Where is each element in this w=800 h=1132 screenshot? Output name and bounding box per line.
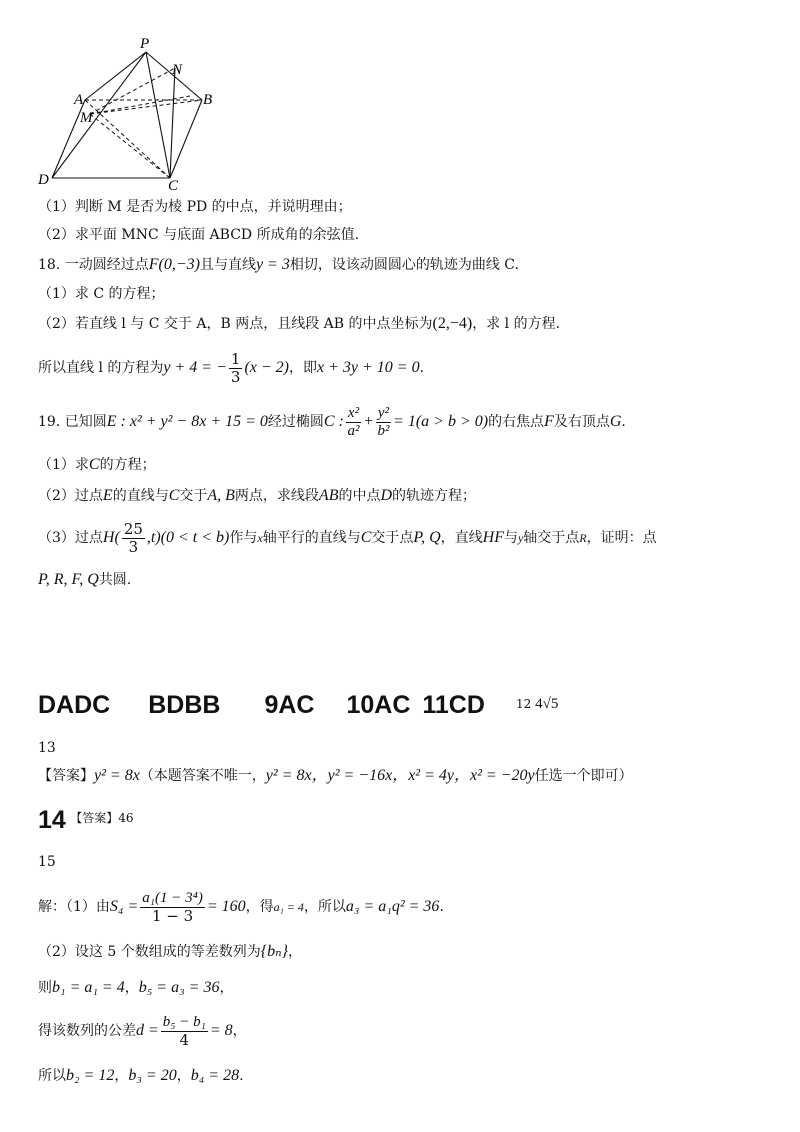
curve-c: C xyxy=(88,456,100,473)
solution-eq: = 8 xyxy=(209,1022,233,1039)
fraction-s4 xyxy=(140,890,205,925)
focus-f: F xyxy=(544,413,554,430)
frac-num: a₁(1 − 3⁴) xyxy=(142,889,203,906)
frac-num: y² xyxy=(377,404,390,421)
answer-number: 14 xyxy=(38,806,66,834)
q19-stem-text: . xyxy=(621,414,626,430)
line-hf: HF xyxy=(482,529,504,546)
answer-note: 任选一个即可） xyxy=(534,768,633,784)
solution-eq: b₃ = 20 xyxy=(128,1067,177,1084)
choice-group: BDBB xyxy=(148,691,221,719)
vertex-g: G xyxy=(609,413,622,430)
q18-part1: （1）求 C 的方程； xyxy=(38,286,165,302)
label-c: C xyxy=(168,178,179,194)
solution-line-4 xyxy=(38,1012,247,1050)
tangent-line: y = 3 xyxy=(255,256,290,273)
q19-part2 xyxy=(38,486,476,506)
solution-text: ， xyxy=(219,980,234,996)
curve-c: C xyxy=(360,529,372,546)
q18-part2-text: （2）若直线 l 与 C 交于 A，B 两点，且线段 AB 的中点坐标为 xyxy=(38,316,433,332)
frac-den: a² xyxy=(347,422,360,439)
point-f: F(0,−3) xyxy=(148,256,200,273)
answer-15-label: 15 xyxy=(38,854,56,870)
q19-text: 轴交于点 xyxy=(523,530,580,546)
label-a: A xyxy=(74,92,84,108)
q18-stem xyxy=(38,255,519,275)
q17-part2: （2）求平面 MNC 与底面 ABCD 所成角的余弦值. xyxy=(38,227,360,243)
q19-text: 交于 xyxy=(179,488,208,504)
choice-answers xyxy=(38,688,485,722)
solution-line-5 xyxy=(38,1066,244,1086)
answer-value: 4√5 xyxy=(535,696,559,712)
q19-text: （2）过点 xyxy=(38,488,103,504)
answer-13-label: 13 xyxy=(38,740,56,756)
segment-ab: AB xyxy=(318,487,339,504)
label-d: D xyxy=(38,172,49,188)
solution-text: . xyxy=(439,899,444,915)
solution-eq: b₂ = 12 xyxy=(66,1067,115,1084)
solution-text: 则 xyxy=(38,980,52,996)
q19-part3-cont xyxy=(38,570,131,590)
ellipse-eq: = 1(a > b > 0) xyxy=(393,413,489,430)
answer-text: 所以直线 l 的方程为 xyxy=(38,360,164,376)
solution-text: ， xyxy=(288,944,302,960)
solution-line-1 xyxy=(38,888,444,926)
solution-eq: b₄ = 28 xyxy=(190,1067,240,1084)
answer-eq: y + 4 = − xyxy=(163,359,227,376)
frac-den: 3 xyxy=(230,367,241,386)
frac-den: b² xyxy=(377,422,390,439)
q18-part2-text: ，求 l 的方程. xyxy=(472,316,561,332)
frac-den: 4 xyxy=(179,1030,190,1049)
ellipse-eq: C : xyxy=(323,413,344,430)
q19-text: ，直线 xyxy=(440,530,483,546)
point-d: D xyxy=(380,487,393,504)
solution-text: 所以 xyxy=(38,1068,66,1084)
solution-text: . xyxy=(239,1068,244,1084)
answer-number: 12 xyxy=(516,697,532,711)
solution-text: ，得 xyxy=(245,899,274,915)
q19-text: 两点，求线段 xyxy=(234,488,319,504)
points-ab: A, B xyxy=(207,487,235,504)
q19-text: 的轨迹方程； xyxy=(392,488,477,504)
solution-eq: = 160 xyxy=(206,898,246,915)
q19-text: （3）过点 xyxy=(38,530,103,546)
q19-stem-text: 经过椭圆 xyxy=(267,414,324,430)
frac-num: x² xyxy=(347,404,360,421)
q19-text: （1）求 xyxy=(38,457,89,473)
q19-text: 的方程； xyxy=(99,457,156,473)
q19-stem-text: 19. 已知圆 xyxy=(38,414,107,430)
choice-group: 10AC xyxy=(346,691,411,719)
solution-text: ， xyxy=(232,1023,247,1039)
frac-den: 3 xyxy=(128,537,139,556)
fraction-d xyxy=(161,1014,208,1049)
solution-eq: a₁ = 4 xyxy=(273,900,304,914)
answer-eq2: x + 3y + 10 = 0 xyxy=(317,359,420,376)
solution-eq: b₁ = a₁ = 4 xyxy=(52,979,125,996)
solution-text: 得该数列的公差 xyxy=(38,1023,136,1039)
fraction-25-3 xyxy=(122,521,145,556)
q19-text: ，证明：点 xyxy=(586,530,657,546)
answer-text: ，即 xyxy=(289,360,317,376)
answer-tag: 【答案】 xyxy=(70,811,119,825)
solution-text: ， xyxy=(114,1068,129,1084)
q19-part1 xyxy=(38,455,156,475)
solution-eq: a₃ = a₁q² = 36 xyxy=(345,898,440,915)
frac-num: b₅ − b₁ xyxy=(162,1013,206,1030)
ellipse-frac-x xyxy=(346,405,361,440)
solution-text: 解：（1）由 xyxy=(38,899,110,915)
frac-den: 1 − 3 xyxy=(151,906,194,925)
answer-note: （本题答案不唯一， xyxy=(139,768,266,784)
q19-stem xyxy=(38,404,626,440)
answer-14 xyxy=(38,803,134,839)
frac-num: 25 xyxy=(123,519,143,538)
q19-text: 与 xyxy=(503,530,518,546)
axis-y: y xyxy=(517,531,524,545)
point-r: R xyxy=(579,531,587,545)
answer-eq: (x − 2) xyxy=(244,359,289,376)
q18-part2 xyxy=(38,314,560,334)
q19-text: 的中点 xyxy=(338,488,381,504)
answer-12 xyxy=(516,694,558,714)
solution-eq: {bₙ} xyxy=(260,943,288,960)
points-prfq: P, R, F, Q xyxy=(38,571,99,588)
point-e: E xyxy=(102,487,113,504)
midpoint: (2,−4) xyxy=(432,315,473,332)
point-h: ,t)(0 < t < b) xyxy=(146,529,230,546)
ellipse-frac-y xyxy=(376,405,391,440)
choice-group: DADC xyxy=(38,691,111,719)
solution-eq: S₄ = xyxy=(109,898,139,915)
fraction-one-third xyxy=(229,351,243,386)
label-n: N xyxy=(172,62,183,78)
q19-stem-text: 及右顶点 xyxy=(553,414,610,430)
solution-text: ， xyxy=(124,980,139,996)
solution-eq: b₅ = a₃ = 36 xyxy=(138,979,220,996)
q19-part3 xyxy=(38,520,657,556)
q18-stem-text: 18. 一动圆经过点 xyxy=(38,257,149,273)
answer-13 xyxy=(38,766,633,786)
label-b: B xyxy=(203,92,213,108)
q18-answer xyxy=(38,350,424,386)
solution-line-3 xyxy=(38,978,233,998)
q19-text: 轴平行的直线与 xyxy=(262,530,361,546)
q17-part1: （1）判断 M 是否为棱 PD 的中点，并说明理由； xyxy=(38,199,352,215)
answer-value: 46 xyxy=(118,811,134,825)
point-h: H( xyxy=(102,529,120,546)
solution-eq: d = xyxy=(136,1022,159,1039)
q19-text: 的直线与 xyxy=(112,488,169,504)
circle-eq: E : x² + y² − 8x + 15 = 0 xyxy=(106,413,268,430)
choice-group: 9AC xyxy=(264,691,315,719)
ellipse-eq: + xyxy=(363,413,374,430)
curve-c: C xyxy=(168,487,180,504)
label-m: M xyxy=(80,110,93,126)
axis-x: x xyxy=(257,531,263,545)
answer-text: . xyxy=(419,360,425,376)
q18-stem-text: 相切，设该动圆圆心的轨迹为曲线 C. xyxy=(289,257,519,273)
solution-text: ，所以 xyxy=(303,899,346,915)
choice-group: 11CD xyxy=(422,691,485,719)
solution-text: ， xyxy=(176,1068,191,1084)
solution-text: （2）设这 5 个数组成的等差数列为 xyxy=(38,944,261,960)
answer-options: y² = 8x，y² = −16x，x² = 4y，x² = −20y xyxy=(265,767,535,784)
q19-text: 共圆. xyxy=(98,572,132,588)
solution-line-2 xyxy=(38,942,302,962)
q19-text: 交于点 xyxy=(371,530,414,546)
frac-num: 1 xyxy=(230,349,241,368)
label-p: P xyxy=(140,36,150,52)
answer-tag: 【答案】 xyxy=(38,768,94,784)
answer-value: y² = 8x xyxy=(94,767,140,784)
q19-text: 作与 xyxy=(229,530,258,546)
q19-stem-text: 的右焦点 xyxy=(488,414,545,430)
q18-stem-text: 且与直线 xyxy=(199,257,256,273)
points-pq: P, Q xyxy=(413,529,441,546)
